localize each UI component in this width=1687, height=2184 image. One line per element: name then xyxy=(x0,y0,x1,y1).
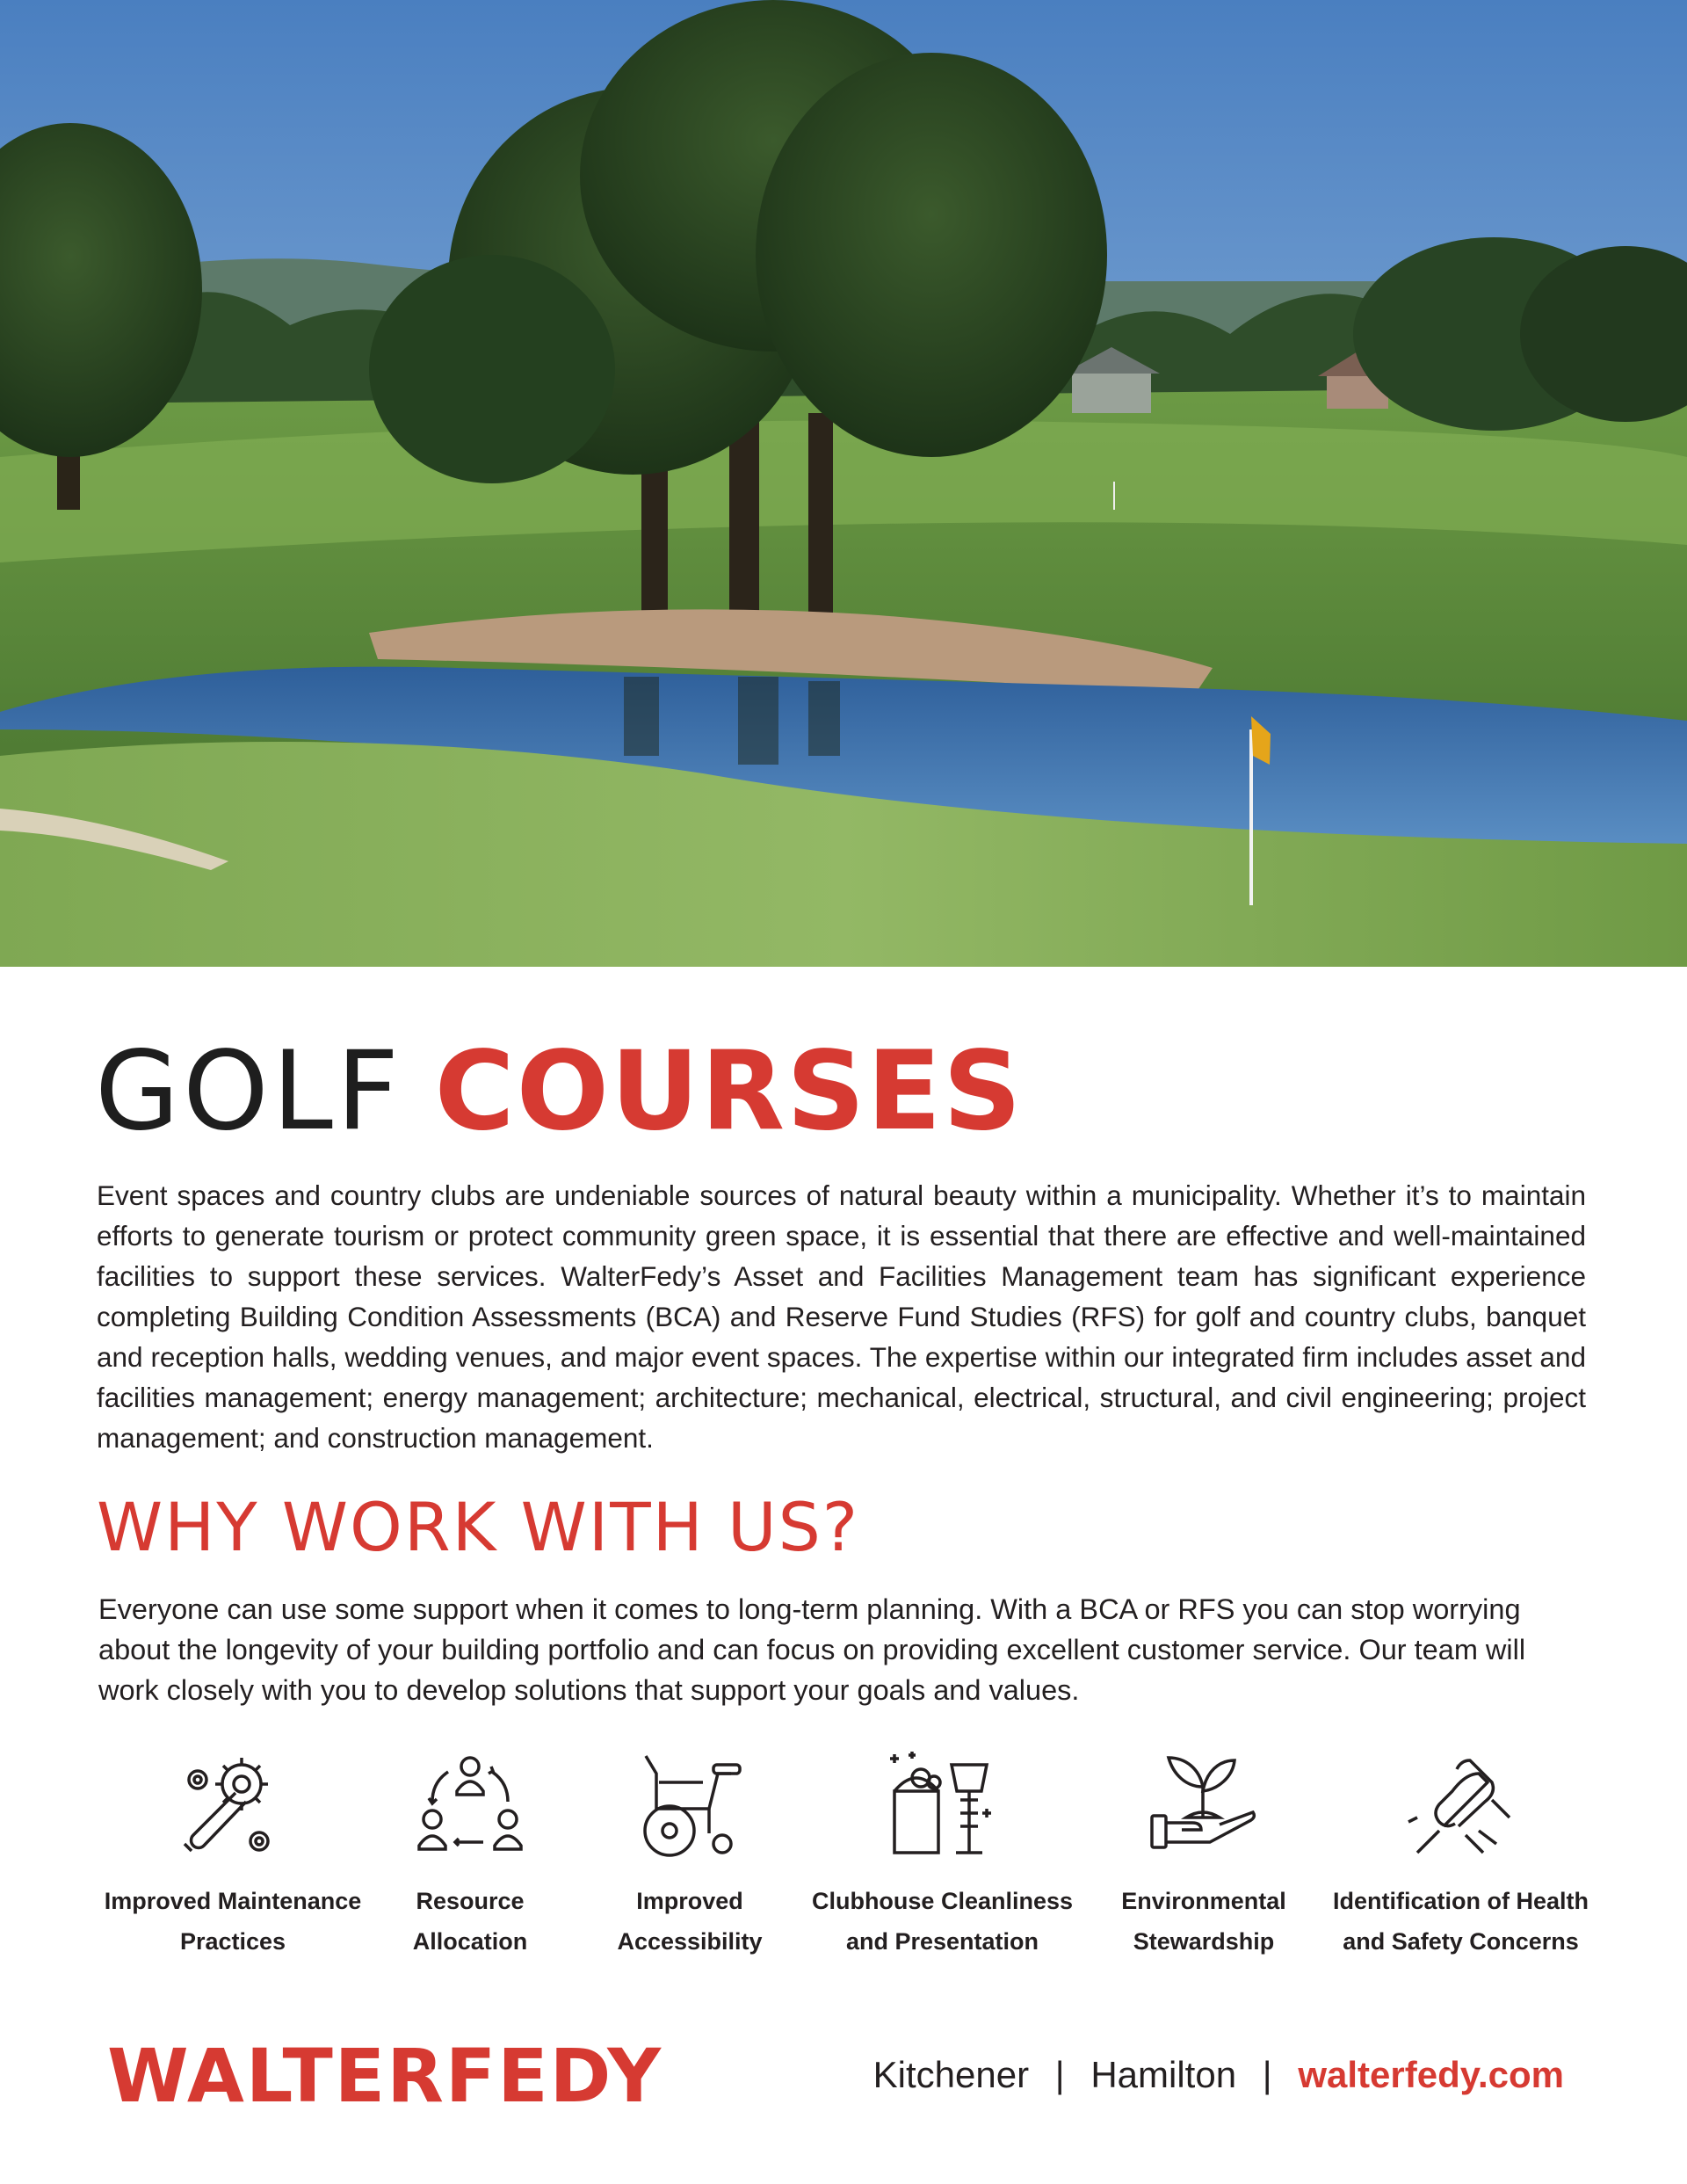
page-title xyxy=(95,1028,1024,1155)
why-paragraph: Everyone can use some support when it comes to long-term planning. With a BCA or RFS you can stop worrying about the longevity of your building portfolio and can focus on providing excellent customer service. Our team will work closely with you to develop solutions that support your goals and values. xyxy=(98,1593,1526,1706)
benefit-resource xyxy=(369,1747,571,1962)
hand-plant-icon xyxy=(1147,1747,1261,1861)
benefit-health-safety xyxy=(1322,1747,1599,1962)
wheelchair-icon xyxy=(633,1747,747,1861)
title-light: GOLF xyxy=(95,1028,403,1155)
city-kitchener: Kitchener xyxy=(872,2054,1030,2095)
separator: | xyxy=(1262,2054,1272,2095)
benefit-label: Improved Accessibility xyxy=(617,1888,763,1955)
benefit-environment xyxy=(1098,1747,1309,1962)
city-hamilton: Hamilton xyxy=(1090,2054,1237,2095)
benefit-label: Environmental Stewardship xyxy=(1121,1888,1286,1955)
why-heading: WHY WORK WITH US? xyxy=(97,1488,860,1566)
walterfedy-logo: WALTERFEDY xyxy=(107,2033,663,2119)
gears-wrench-icon xyxy=(176,1747,290,1861)
contact-line xyxy=(872,2054,1564,2095)
website-link[interactable]: walterfedy.com xyxy=(1298,2054,1564,2095)
benefit-label: Improved Maintenance Practices xyxy=(104,1888,362,1955)
benefit-label: Resource Allocation xyxy=(412,1888,528,1955)
benefit-label: Identification of Health and Safety Concerns xyxy=(1332,1888,1589,1955)
people-cycle-icon xyxy=(413,1747,527,1861)
benefit-cleanliness xyxy=(808,1747,1076,1962)
benefit-label: Clubhouse Cleanliness and Presentation xyxy=(811,1888,1074,1955)
cleaning-supplies-icon xyxy=(886,1747,1000,1861)
intro-paragraph: Event spaces and country clubs are undeniable sources of natural beauty within a municipality. Whether it’s to maintain efforts to generate tourism or protect community green space, it is essential that there are effective and well-maintained facilities to support these services. WalterFedy’s Asset and Facilities Management team has significant experience completing Building Condition Assessments (BCA) and Reserve Fund Studies (RFS) for golf and country clubs, banquet and reception halls, wedding venues, and major event spaces. The expertise within our integrated firm includes asset and facilities management; energy management; architecture; mechanical, electrical, structural, and civil engineering; project management; and construction management. xyxy=(97,1179,1586,1454)
benefit-maintenance xyxy=(92,1747,373,1962)
separator: | xyxy=(1054,2054,1065,2095)
title-bold: COURSES xyxy=(434,1028,1024,1155)
hero-photo xyxy=(0,0,1687,967)
benefit-accessibility xyxy=(589,1747,791,1962)
handshake-icon xyxy=(1404,1747,1518,1861)
